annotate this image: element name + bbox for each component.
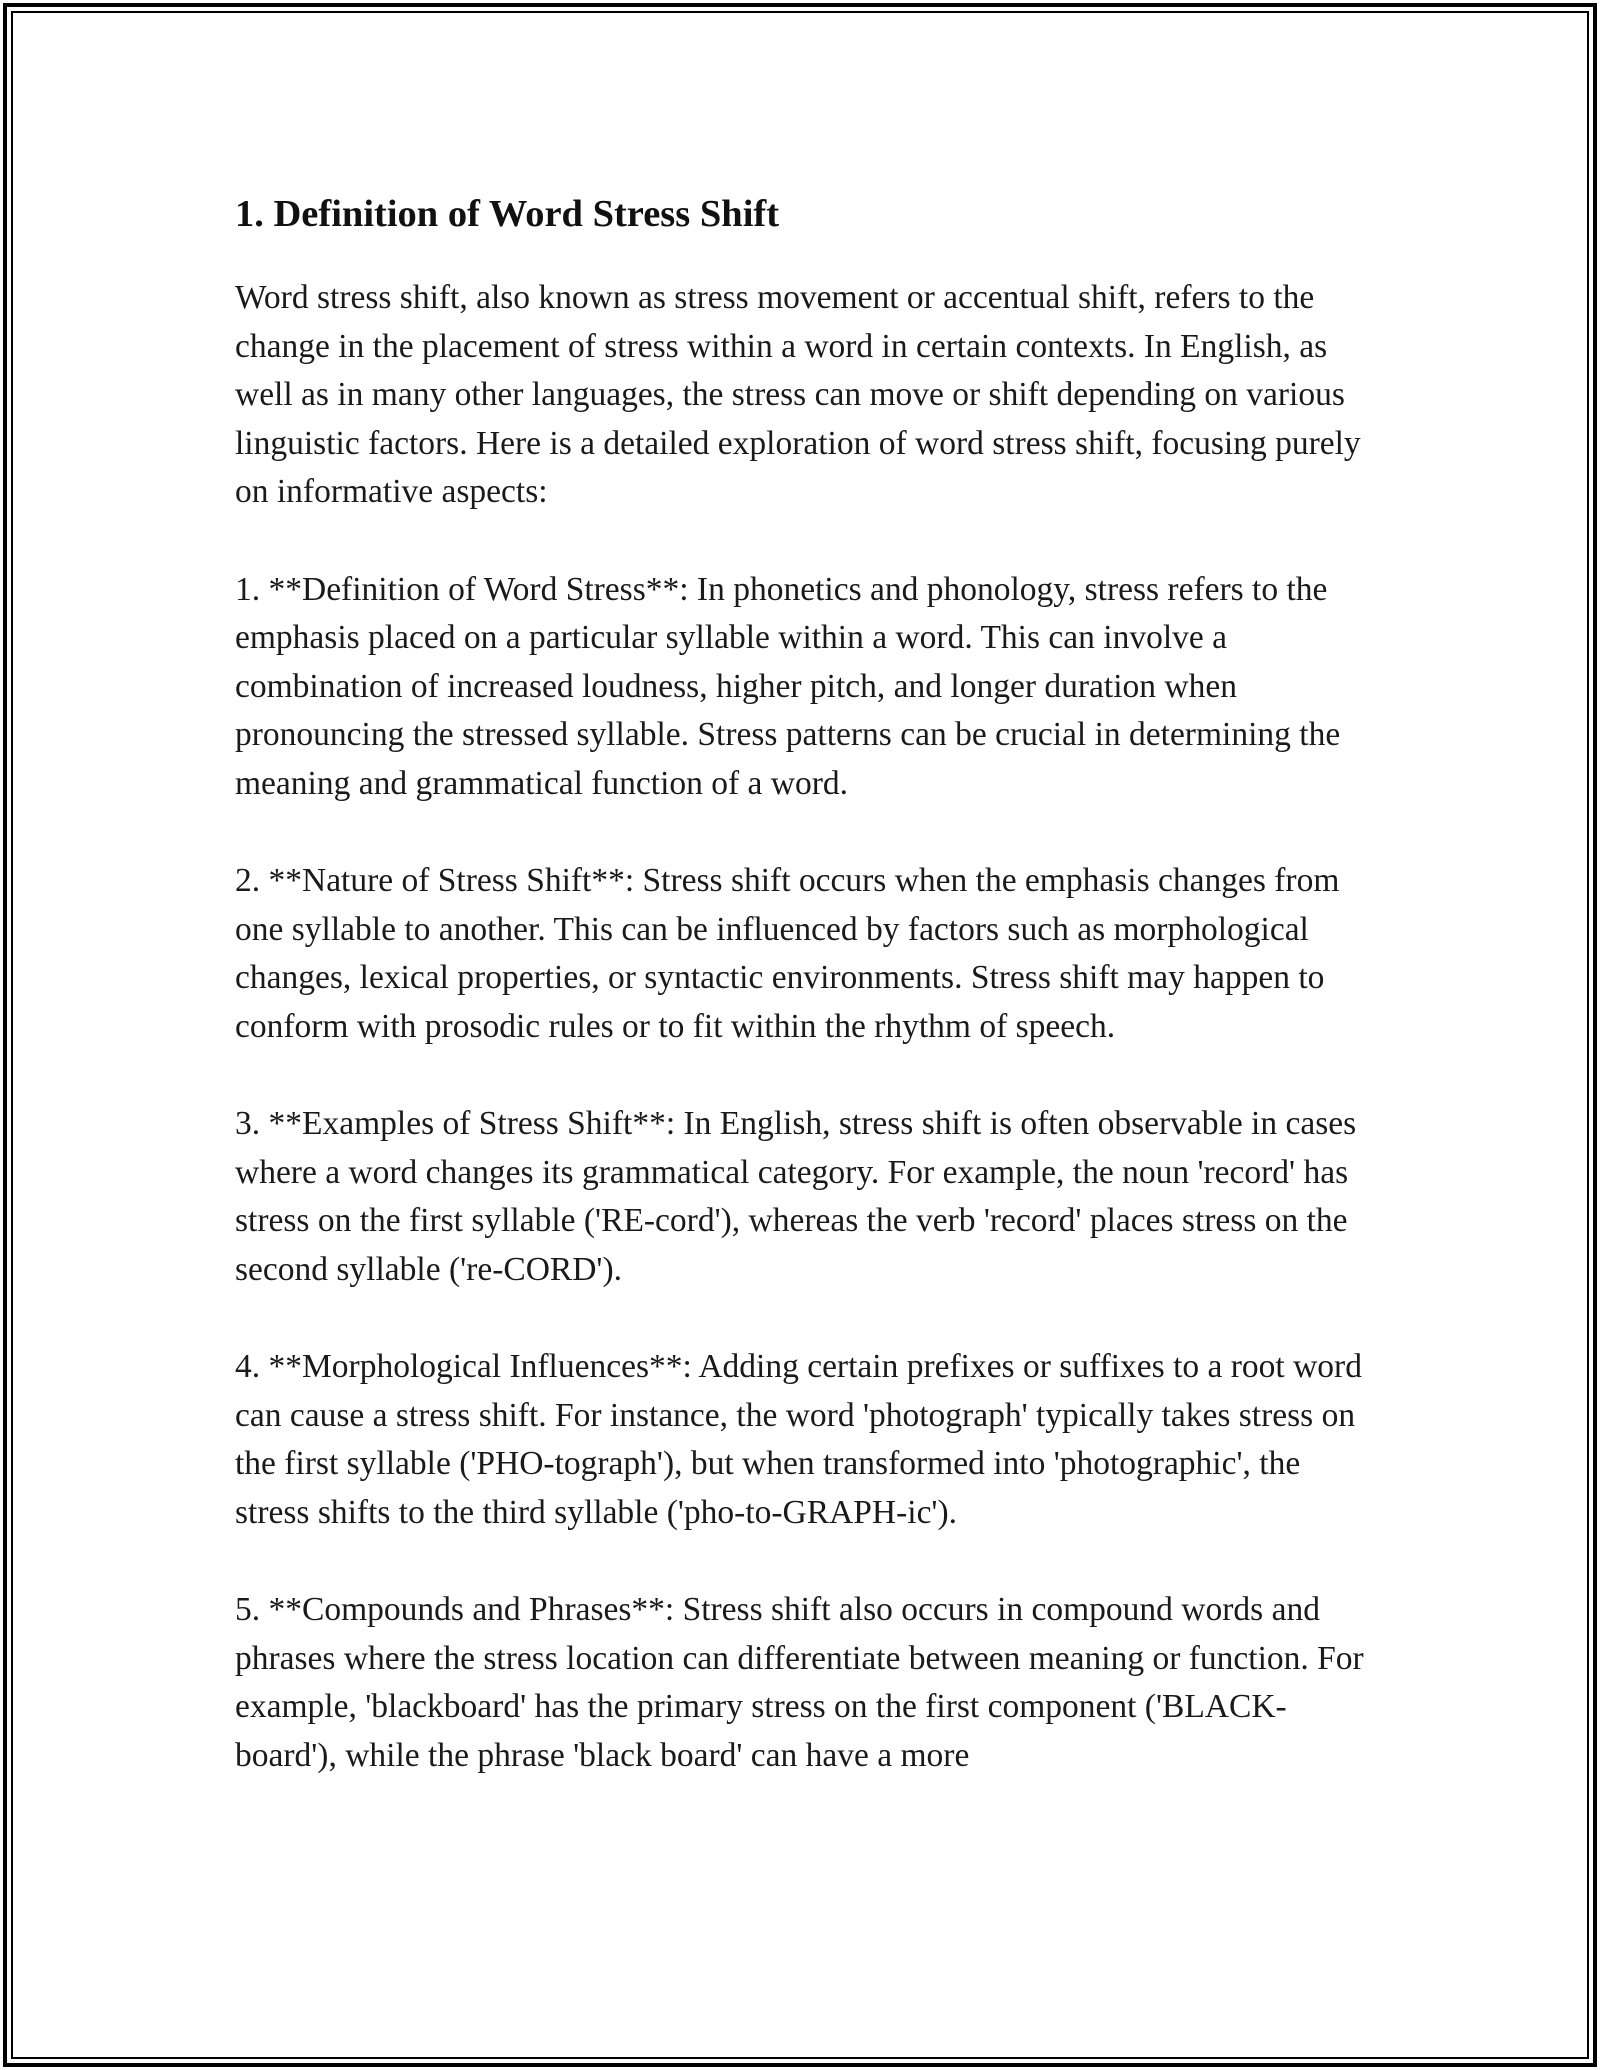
paragraph-nature-of-stress-shift: 2. **Nature of Stress Shift**: Stress shift occurs when the emphasis changes from one syllable to another. This can be influenced by factors such as morphological changes, lexical properties, or syntactic environments. Stress shift may happen to conform with prosodic rules or to fit within the rhythm of speech. <box>235 862 1340 1045</box>
document-body <box>235 190 1375 1829</box>
paragraph-morphological-influences: 4. **Morphological Influences**: Adding certain prefixes or suffixes to a root word can cause a stress shift. For instance, the word 'photograph' typically takes stress on the first syllable ('PHO-tograph'), but when transformed into 'photographic', the stress shifts to the third syllable ('pho-to-GRAPH-ic'). <box>235 1348 1362 1531</box>
section-heading: 1. Definition of Word Stress Shift <box>235 193 780 235</box>
intro-paragraph: Word stress shift, also known as stress movement or accentual shift, refers to the change in the placement of stress within a word in certain contexts. In English, as well as in many other languages, the stress can move or shift depending on various linguistic factors. Here is a detailed exploration of word stress shift, focusing purely on informative aspects: <box>235 279 1361 510</box>
paragraph-examples-of-stress-shift: 3. **Examples of Stress Shift**: In English, stress shift is often observable in cases where a word changes its grammatical category. For example, the noun 'record' has stress on the first syllable ('RE-cord'), whereas the verb 'record' places stress on the second syllable ('re-CORD'). <box>235 1105 1357 1288</box>
paragraph-compounds-and-phrases: 5. **Compounds and Phrases**: Stress shift also occurs in compound words and phrases where the stress location can differentiate between meaning or function. For example, 'blackboard' has the primary stress on the first component ('BLACK-board'), while the phrase 'black board' can have a more <box>235 1591 1364 1774</box>
paragraph-definition-of-word-stress: 1. **Definition of Word Stress**: In phonetics and phonology, stress refers to the emphasis placed on a particular syllable within a word. This can involve a combination of increased loudness, higher pitch, and longer duration when pronouncing the stressed syllable. Stress patterns can be crucial in determining the meaning and grammatical function of a word. <box>235 570 1341 802</box>
